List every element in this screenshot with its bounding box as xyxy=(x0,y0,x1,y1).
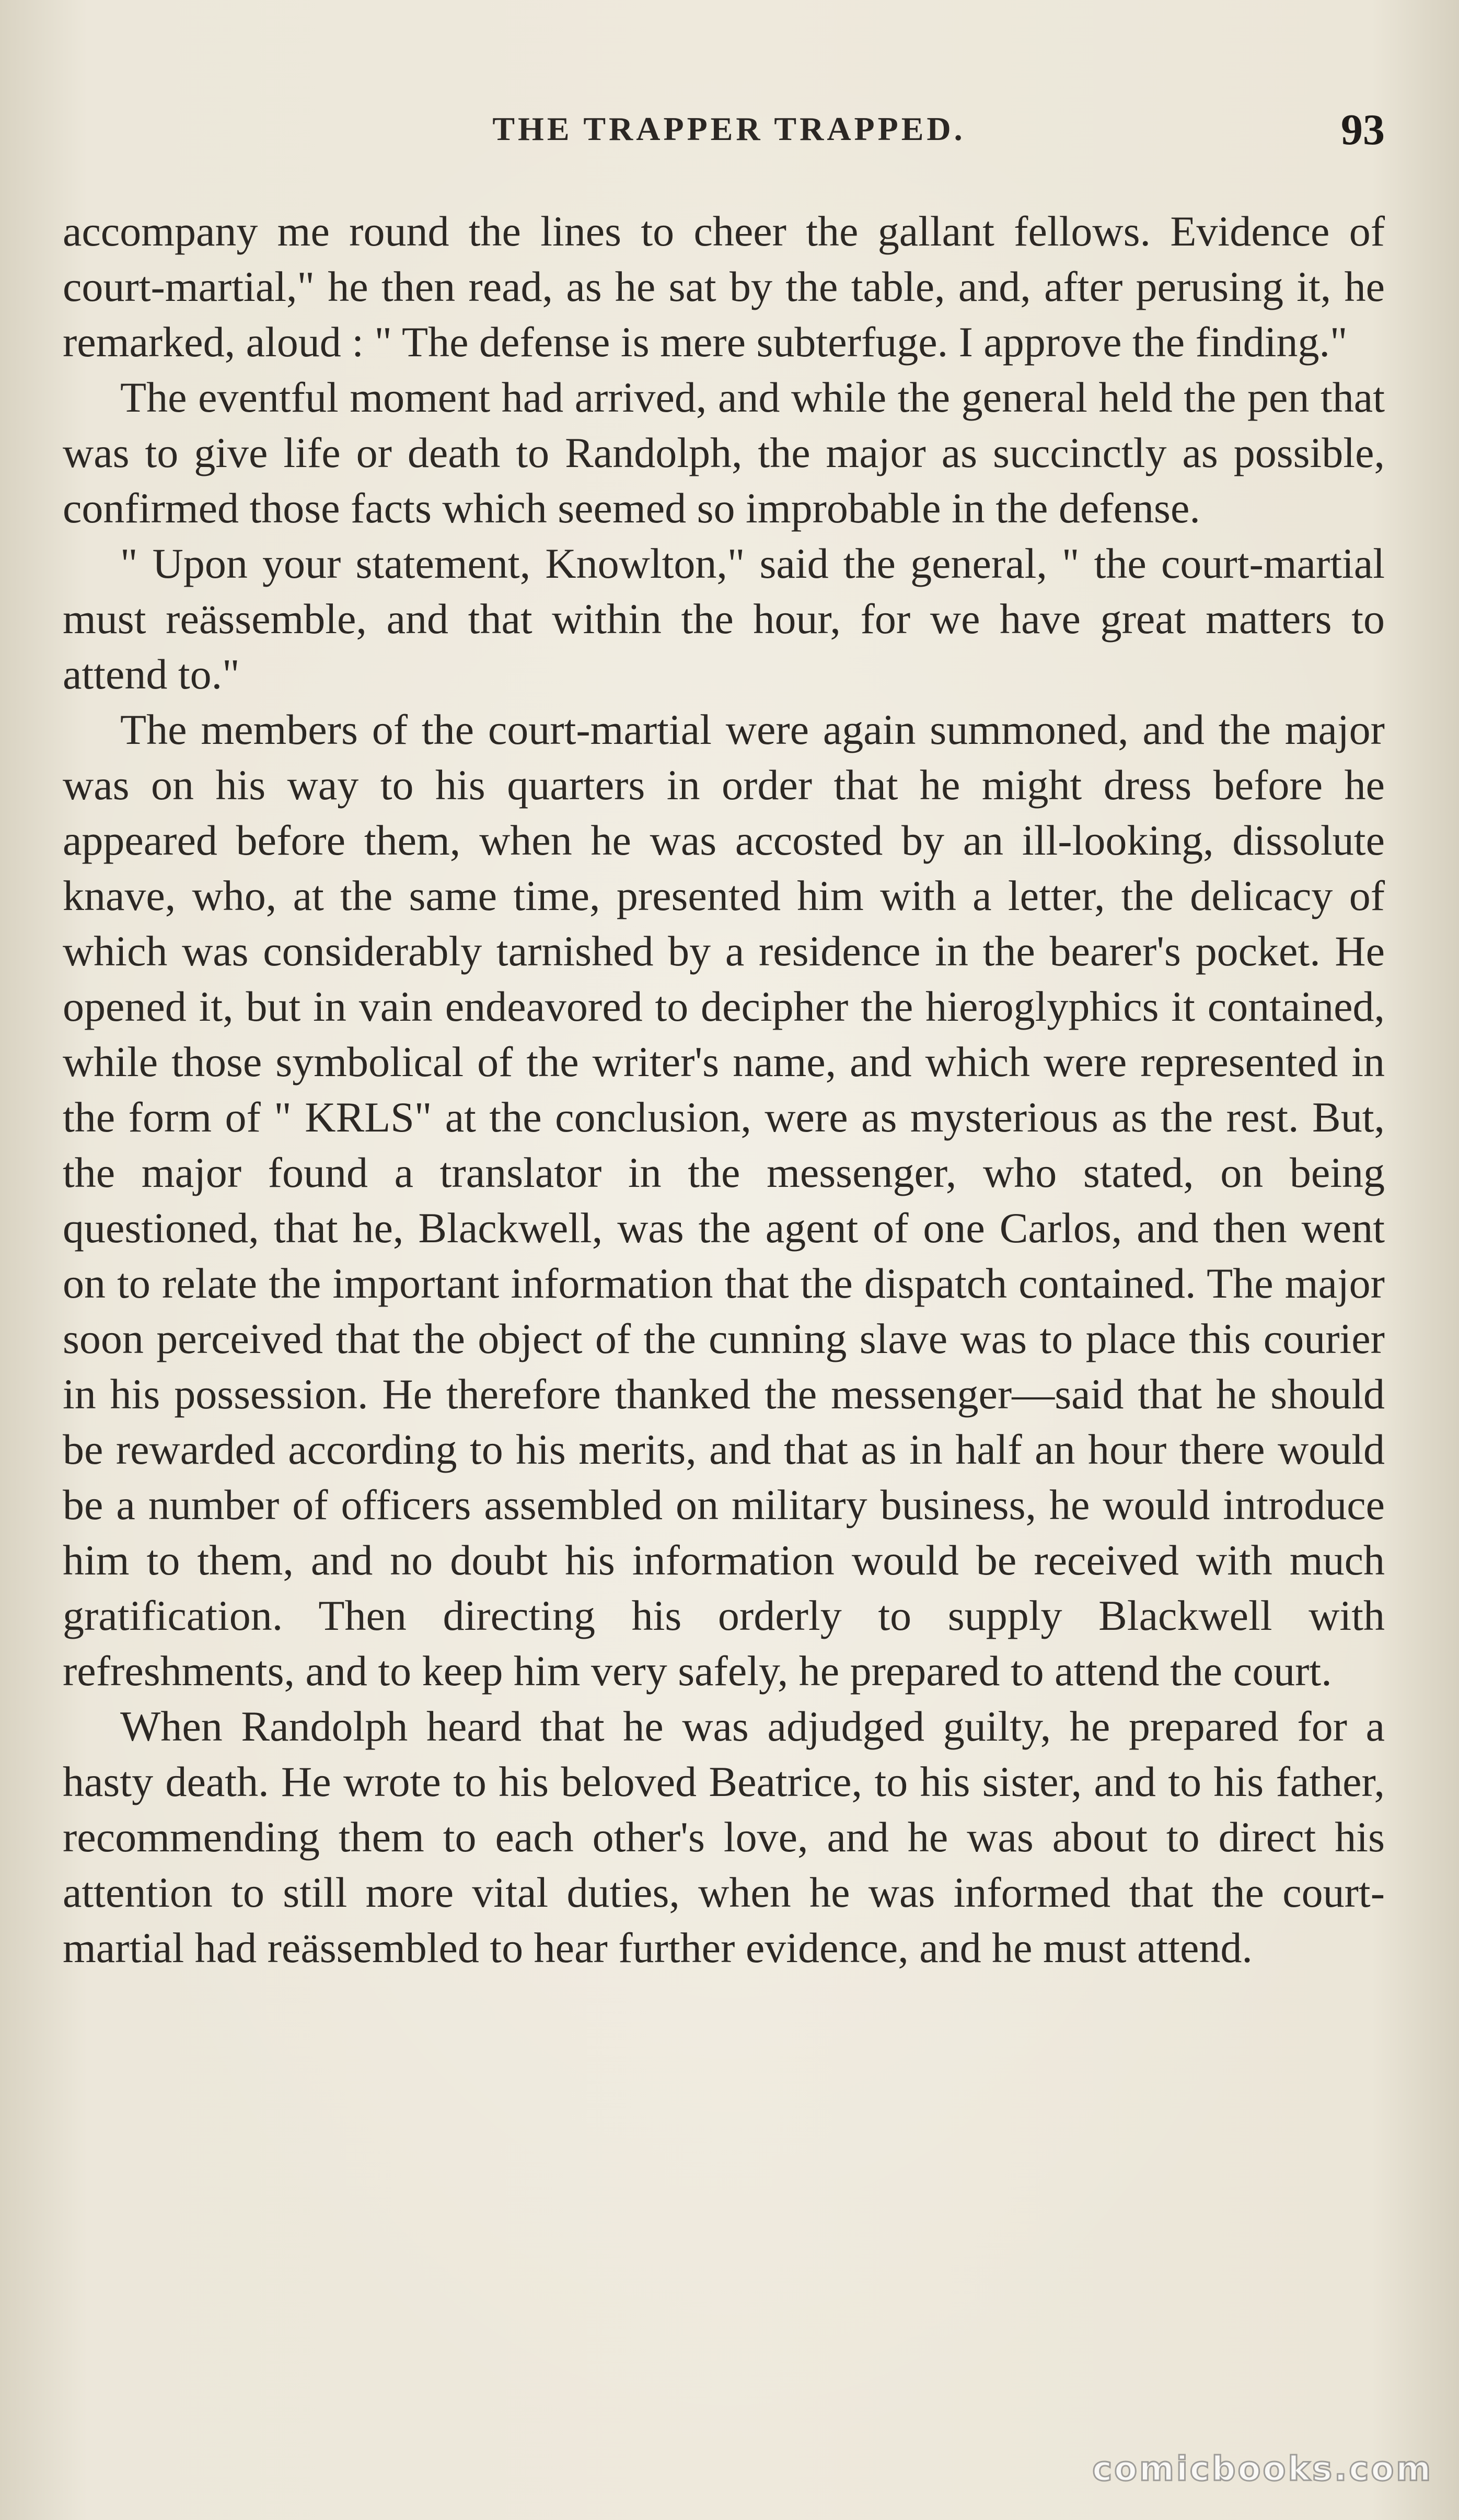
page-header xyxy=(63,104,1395,162)
running-title: THE TRAPPER TRAPPED. xyxy=(492,110,966,147)
paragraph: The eventful moment had arrived, and while the general held the pen that was to give life or death to Randolph, the major as succinctly as possible, confirmed those facts which seemed so improbable in the defense. xyxy=(63,374,1385,532)
watermark: comicbooks.com xyxy=(1092,2450,1433,2489)
paragraph-continuation: accompany me round the lines to cheer the gallant fellows. Evidence of court-martial," he then read, as he sat by the table, and, after perusing it, he remarked, aloud : " The defense is mere subterfuge. I approve the finding." xyxy=(63,207,1385,366)
paragraph: The members of the court-martial were again summoned, and the major was on his way to his quarters in order that he might dress before he appeared before them, when he was accosted by an ill-looking, dissolute knave, who, at the same time, presented him with a letter, the delicacy of which was considerably tarnished by a residence in the bearer's pocket. He opened it, but in vain endeavored to decipher the hieroglyphics it contained, while those symbolical of the writer's name, and which were represented in the form of " KRLS" at the conclusion, were as mysterious as the rest. But, the major found a translator in the messenger, who stated, on being questioned, that he, Blackwell, was the agent of one Carlos, and then went on to relate the important information that the dispatch contained. The major soon perceived that the object of the cunning slave was to place this courier in his possession. He therefore thanked the messenger—said that he should be rewarded according to his merits, and that as in half an hour there would be a number of officers assembled on military business, he would introduce him to them, and no doubt his information would be received with much gratification. Then directing his orderly to supply Blackwell with refreshments, and to keep him very safely, he prepared to attend the court. xyxy=(63,706,1385,1695)
page-number: 93 xyxy=(1341,106,1385,154)
paragraph: When Randolph heard that he was adjudged guilty, he prepared for a hasty death. He wrote to his beloved Beatrice, to his sister, and to his father, recommending them to each other's love, and he was about to direct his attention to still more vital duties, when he was informed that the court-martial had reässembled to hear further evidence, and he must attend. xyxy=(63,1702,1385,1971)
paragraph: " Upon your statement, Knowlton," said the general, " the court-martial must reässemble, and that within the hour, for we have great matters to attend to." xyxy=(63,540,1385,698)
body-text xyxy=(63,204,1385,1976)
